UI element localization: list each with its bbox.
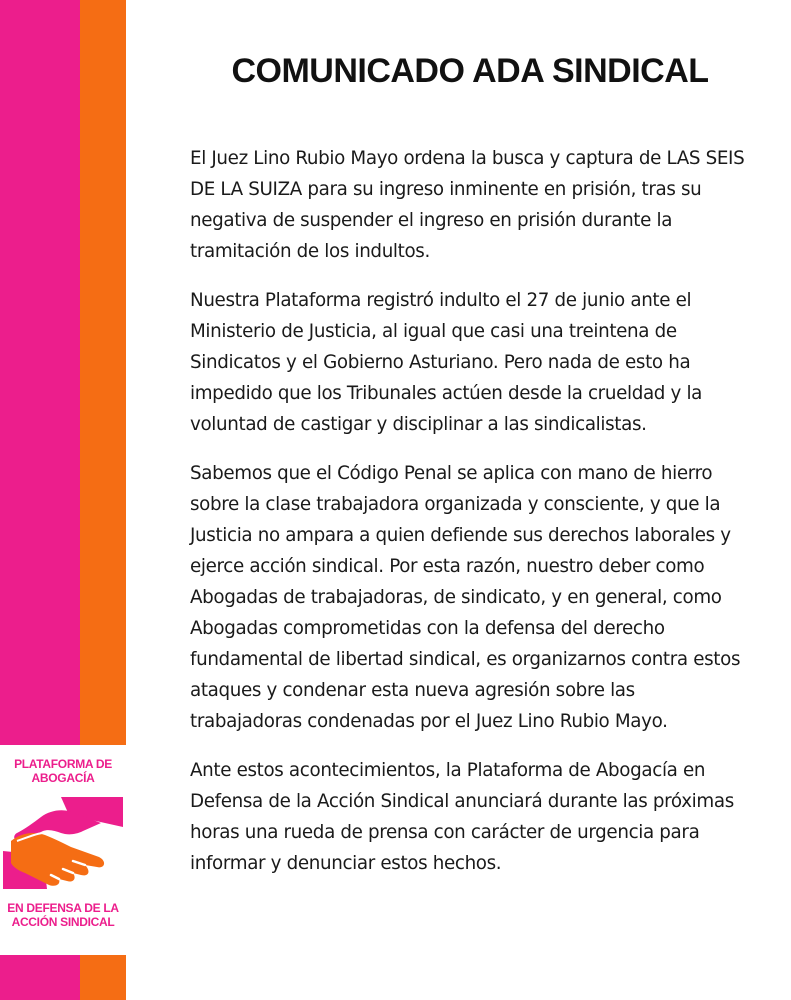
logo-bottom-text bbox=[0, 901, 126, 929]
handshake-icon bbox=[3, 793, 123, 897]
paragraph-1: El Juez Lino Rubio Mayo ordena la busca y captura de LAS SEIS DE LA SUIZA para su ingreso inminente en prisión, tras su negativa de suspender el ingreso en prisión durante la tramitación de los indultos. bbox=[190, 148, 745, 262]
paragraph-4: Ante estos acontecimientos, la Plataforma de Abogacía en Defensa de la Acción Sindical anunciará durante las próximas horas una rueda de prensa con carácter de urgencia para informar y denunciar estos hechos. bbox=[190, 760, 734, 874]
paragraph-3: Sabemos que el Código Penal se aplica con mano de hierro sobre la clase trabajadora organizada y consciente, y que la Justicia no ampara a quien defiende sus derechos laborales y ejerce acción sindical. Por esta razón, nuestro deber como Abogadas de trabajadoras, de sindicato, y en general, como Abogadas comprometidas con la defensa del derecho fundamental de libertad sindical, es organizarnos contra estos ataques y condenar esta nueva agresión sobre las trabajadoras condenadas por el Juez Lino Rubio Mayo. bbox=[190, 463, 741, 732]
logo-top-text bbox=[0, 757, 126, 785]
communique-body bbox=[190, 143, 750, 879]
logo-bottom-line-2: ACCIÓN SINDICAL bbox=[11, 915, 115, 929]
platform-logo bbox=[0, 745, 126, 955]
logo-bottom-line-1: EN DEFENSA DE LA bbox=[7, 901, 119, 915]
page-title: COMUNICADO ADA SINDICAL bbox=[231, 52, 709, 90]
logo-top-line-1: PLATAFORMA DE bbox=[14, 757, 112, 771]
paragraph-2: Nuestra Plataforma registró indulto el 27 de junio ante el Ministerio de Justicia, al igual que casi una treintena de Sindicatos y el Gobierno Asturiano. Pero nada de esto ha impedido que los Tribunales actúen desde la crueldad y la voluntad de castigar y disciplinar a las sindicalistas. bbox=[190, 290, 703, 435]
logo-top-line-2: ABOGACÍA bbox=[31, 771, 95, 785]
